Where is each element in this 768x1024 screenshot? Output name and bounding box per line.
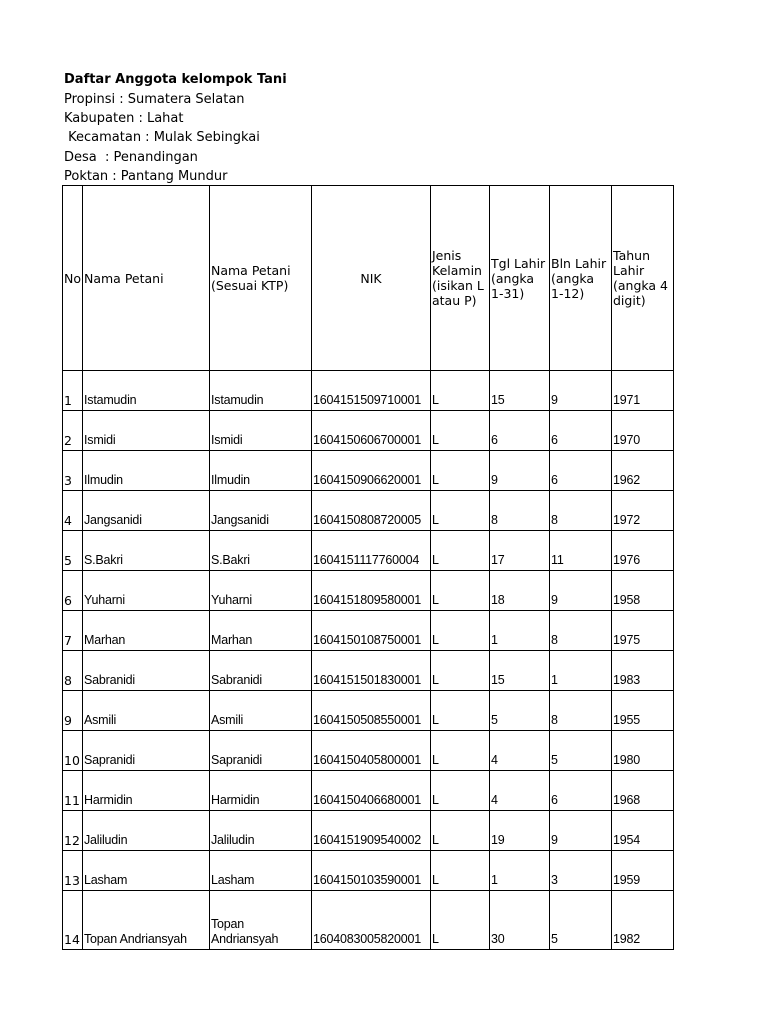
cell-bln-lahir: 9: [550, 371, 612, 411]
cell-tahun-lahir: 1970: [612, 411, 674, 451]
header-nama-petani: Nama Petani: [83, 186, 210, 371]
desa-line: Desa : Penandingan: [64, 150, 198, 165]
cell-nama-petani: Istamudin: [83, 371, 210, 411]
cell-tgl-lahir: 8: [490, 491, 550, 531]
table-row: [63, 411, 674, 451]
header-no: No: [63, 186, 83, 371]
cell-tahun-lahir: 1968: [612, 771, 674, 811]
cell-tahun-lahir: 1954: [612, 811, 674, 851]
cell-no: 11: [63, 771, 83, 811]
cell-tgl-lahir: 5: [490, 691, 550, 731]
cell-tgl-lahir: 1: [490, 851, 550, 891]
cell-nama-petani: Ilmudin: [83, 451, 210, 491]
cell-nama-ktp: Istamudin: [210, 371, 312, 411]
table-row: [63, 891, 674, 950]
cell-nama-petani: Asmili: [83, 691, 210, 731]
cell-nik: 1604083005820001: [312, 891, 431, 950]
cell-tahun-lahir: 1975: [612, 611, 674, 651]
cell-bln-lahir: 3: [550, 851, 612, 891]
cell-nama-petani: Yuharni: [83, 571, 210, 611]
cell-tahun-lahir: 1955: [612, 691, 674, 731]
cell-tgl-lahir: 15: [490, 371, 550, 411]
cell-nama-petani: Sapranidi: [83, 731, 210, 771]
cell-tahun-lahir: 1958: [612, 571, 674, 611]
cell-nama-ktp: Jangsanidi: [210, 491, 312, 531]
cell-tahun-lahir: 1983: [612, 651, 674, 691]
cell-nama-petani: Jangsanidi: [83, 491, 210, 531]
cell-no: 8: [63, 651, 83, 691]
cell-nama-ktp: Ismidi: [210, 411, 312, 451]
document-title: Daftar Anggota kelompok Tani: [64, 72, 287, 87]
members-table: [62, 185, 674, 950]
cell-bln-lahir: 5: [550, 891, 612, 950]
poktan-line: Poktan : Pantang Mundur: [64, 169, 228, 184]
cell-nama-petani: Sabranidi: [83, 651, 210, 691]
table-row: [63, 651, 674, 691]
cell-nama-ktp: Topan Andriansyah: [210, 891, 312, 950]
kecamatan-line: Kecamatan : Mulak Sebingkai: [64, 130, 260, 145]
cell-nik: 1604150103590001: [312, 851, 431, 891]
cell-jenis-kelamin: L: [431, 771, 490, 811]
cell-nama-petani: Marhan: [83, 611, 210, 651]
cell-bln-lahir: 8: [550, 491, 612, 531]
cell-jenis-kelamin: L: [431, 891, 490, 950]
cell-tgl-lahir: 17: [490, 531, 550, 571]
cell-nama-ktp: Sabranidi: [210, 651, 312, 691]
cell-nama-ktp: S.Bakri: [210, 531, 312, 571]
cell-bln-lahir: 8: [550, 691, 612, 731]
cell-tgl-lahir: 4: [490, 731, 550, 771]
table-row: [63, 571, 674, 611]
cell-no: 10: [63, 731, 83, 771]
cell-jenis-kelamin: L: [431, 851, 490, 891]
table-row: [63, 691, 674, 731]
cell-no: 1: [63, 371, 83, 411]
cell-bln-lahir: 9: [550, 811, 612, 851]
cell-jenis-kelamin: L: [431, 611, 490, 651]
header-bln-lahir: Bln Lahir (angka 1-12): [550, 186, 612, 371]
propinsi-line: Propinsi : Sumatera Selatan: [64, 92, 245, 107]
cell-nik: 1604151909540002: [312, 811, 431, 851]
cell-nama-ktp: Marhan: [210, 611, 312, 651]
cell-jenis-kelamin: L: [431, 451, 490, 491]
cell-jenis-kelamin: L: [431, 491, 490, 531]
kabupaten-line: Kabupaten : Lahat: [64, 111, 184, 126]
cell-bln-lahir: 5: [550, 731, 612, 771]
cell-nik: 1604150808720005: [312, 491, 431, 531]
cell-jenis-kelamin: L: [431, 371, 490, 411]
cell-no: 13: [63, 851, 83, 891]
cell-no: 7: [63, 611, 83, 651]
table-row: [63, 611, 674, 651]
cell-tahun-lahir: 1962: [612, 451, 674, 491]
cell-tgl-lahir: 30: [490, 891, 550, 950]
cell-no: 4: [63, 491, 83, 531]
cell-nama-ktp: Asmili: [210, 691, 312, 731]
cell-jenis-kelamin: L: [431, 651, 490, 691]
cell-tahun-lahir: 1980: [612, 731, 674, 771]
cell-nik: 1604150406680001: [312, 771, 431, 811]
cell-tgl-lahir: 19: [490, 811, 550, 851]
cell-nik: 1604150405800001: [312, 731, 431, 771]
cell-no: 6: [63, 571, 83, 611]
cell-tgl-lahir: 9: [490, 451, 550, 491]
header-tgl-lahir: Tgl Lahir (angka 1-31): [490, 186, 550, 371]
cell-bln-lahir: 8: [550, 611, 612, 651]
cell-nama-petani: Harmidin: [83, 771, 210, 811]
cell-nik: 1604150108750001: [312, 611, 431, 651]
table-row: [63, 771, 674, 811]
cell-nama-ktp: Yuharni: [210, 571, 312, 611]
cell-tahun-lahir: 1971: [612, 371, 674, 411]
cell-tahun-lahir: 1976: [612, 531, 674, 571]
header-tahun-lahir: Tahun Lahir (angka 4 digit): [612, 186, 674, 371]
cell-tahun-lahir: 1982: [612, 891, 674, 950]
cell-no: 9: [63, 691, 83, 731]
cell-nama-ktp: Harmidin: [210, 771, 312, 811]
table-row: [63, 851, 674, 891]
cell-nik: 1604150906620001: [312, 451, 431, 491]
table-row: [63, 491, 674, 531]
cell-jenis-kelamin: L: [431, 571, 490, 611]
header-nama-ktp: Nama Petani (Sesuai KTP): [210, 186, 312, 371]
cell-nik: 1604150606700001: [312, 411, 431, 451]
table-row: [63, 371, 674, 411]
header-nik: NIK: [312, 186, 431, 371]
cell-tahun-lahir: 1972: [612, 491, 674, 531]
table-row: [63, 731, 674, 771]
cell-nama-ktp: Sapranidi: [210, 731, 312, 771]
cell-bln-lahir: 9: [550, 571, 612, 611]
cell-tgl-lahir: 6: [490, 411, 550, 451]
cell-bln-lahir: 6: [550, 451, 612, 491]
cell-nama-petani: S.Bakri: [83, 531, 210, 571]
cell-jenis-kelamin: L: [431, 531, 490, 571]
cell-bln-lahir: 11: [550, 531, 612, 571]
cell-tgl-lahir: 4: [490, 771, 550, 811]
cell-bln-lahir: 6: [550, 411, 612, 451]
cell-nik: 1604151117760004: [312, 531, 431, 571]
header-jenis-kelamin: Jenis Kelamin (isikan L atau P): [431, 186, 490, 371]
cell-bln-lahir: 6: [550, 771, 612, 811]
cell-no: 14: [63, 891, 83, 950]
cell-tgl-lahir: 15: [490, 651, 550, 691]
cell-nik: 1604150508550001: [312, 691, 431, 731]
cell-no: 5: [63, 531, 83, 571]
cell-nama-ktp: Lasham: [210, 851, 312, 891]
cell-nik: 1604151809580001: [312, 571, 431, 611]
cell-nama-ktp: Ilmudin: [210, 451, 312, 491]
cell-nama-petani: Topan Andriansyah: [83, 891, 210, 950]
cell-nama-petani: Lasham: [83, 851, 210, 891]
cell-jenis-kelamin: L: [431, 411, 490, 451]
cell-no: 3: [63, 451, 83, 491]
table-row: [63, 811, 674, 851]
cell-jenis-kelamin: L: [431, 811, 490, 851]
cell-tahun-lahir: 1959: [612, 851, 674, 891]
cell-tgl-lahir: 18: [490, 571, 550, 611]
table-header-row: [63, 186, 674, 371]
table-row: [63, 451, 674, 491]
cell-nama-petani: Ismidi: [83, 411, 210, 451]
cell-no: 12: [63, 811, 83, 851]
cell-nik: 1604151501830001: [312, 651, 431, 691]
cell-jenis-kelamin: L: [431, 731, 490, 771]
table-row: [63, 531, 674, 571]
cell-no: 2: [63, 411, 83, 451]
cell-bln-lahir: 1: [550, 651, 612, 691]
cell-nik: 1604151509710001: [312, 371, 431, 411]
cell-jenis-kelamin: L: [431, 691, 490, 731]
cell-nama-petani: Jaliludin: [83, 811, 210, 851]
cell-nama-ktp: Jaliludin: [210, 811, 312, 851]
cell-tgl-lahir: 1: [490, 611, 550, 651]
